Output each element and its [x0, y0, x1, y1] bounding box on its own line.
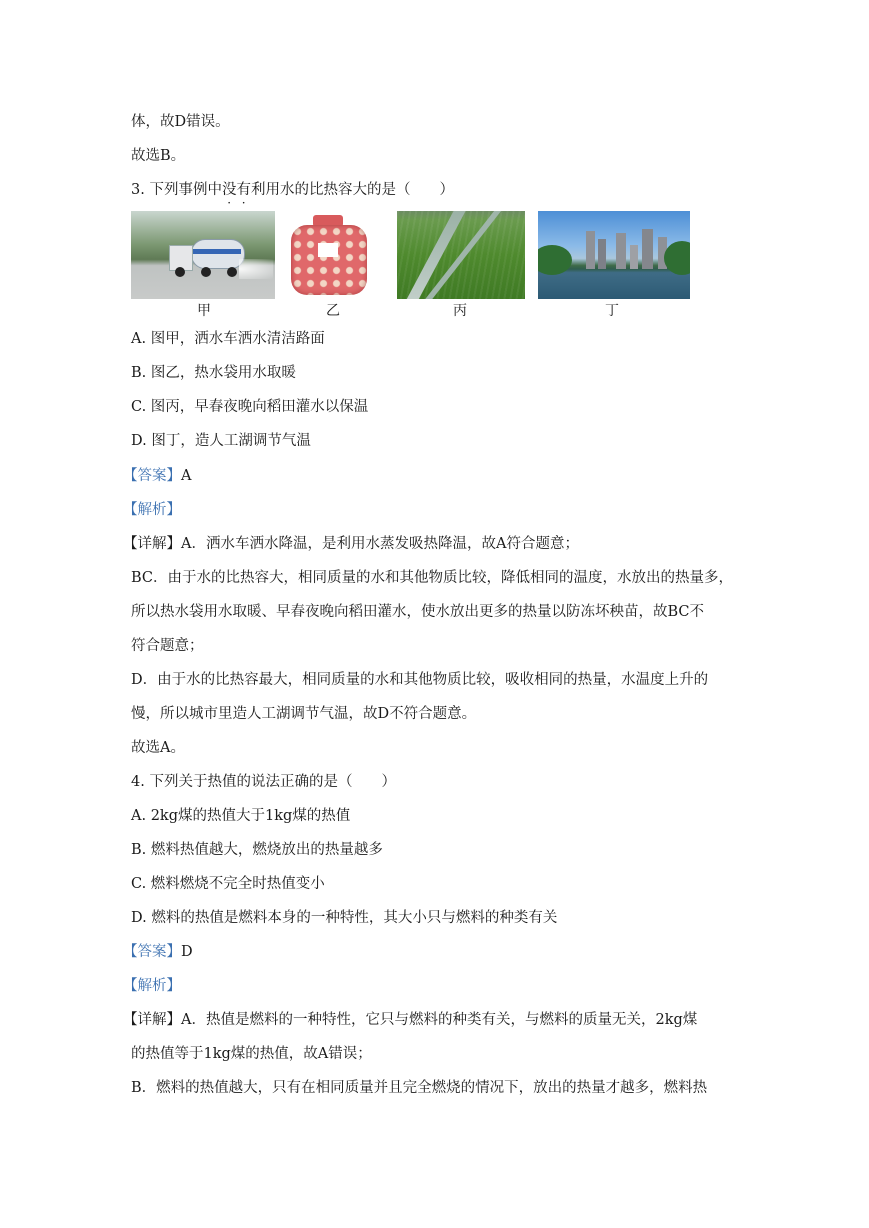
q3-detail-bc-3: 符合题意；	[131, 638, 204, 654]
q3-answer	[123, 466, 733, 486]
q4-detail-b-1: B．燃料的热值越大，只有在相同质量并且完全燃烧的情况下，放出的热量才越多，燃料热	[131, 1080, 708, 1096]
emphasis-char: 有	[236, 182, 251, 198]
prev-choice: 故选B。	[131, 148, 186, 164]
q4-detail-a-1	[123, 1010, 733, 1030]
answer-tag: 【答案】	[123, 944, 181, 960]
q4-option-d: D. 燃料的热值是燃料本身的一种特性，其大小只与燃料的种类有关	[131, 910, 558, 926]
q4-analysis-tag: 【解析】	[123, 978, 181, 994]
figure-ding-city-lake	[538, 211, 690, 299]
q3-option-b: B. 图乙，热水袋用水取暖	[131, 365, 296, 381]
detail-tag: 【详解】	[123, 1012, 181, 1028]
q3-option-d: D. 图丁，造人工湖调节气温	[131, 433, 311, 449]
answer-value: D	[181, 944, 193, 960]
q3-stem	[131, 180, 741, 200]
q3-detail-d-1: D．由于水的比热容最大，相同质量的水和其他物质比较，吸收相同的热量，水温度上升的	[131, 672, 709, 688]
q4-option-b: B. 燃料热值越大，燃烧放出的热量越多	[131, 842, 383, 858]
answer-tag: 【答案】	[123, 468, 181, 484]
q4-option-a: A. 2kg煤的热值大于1kg煤的热值	[131, 808, 351, 824]
caption-bing: 丙	[453, 303, 467, 319]
detail-tag: 【详解】	[123, 536, 181, 552]
caption-ding: 丁	[605, 303, 619, 319]
figure-yi-hot-water-bag	[289, 211, 369, 299]
q3-detail-bc-2: 所以热水袋用水取暖、早春夜晚向稻田灌水，使水放出更多的热量以防冻坏秧苗，故BC不	[131, 604, 705, 620]
figure-bing-rice-field	[397, 211, 525, 299]
q3-detail-a	[123, 534, 733, 554]
figure-jia-water-truck	[131, 211, 275, 299]
caption-jia: 甲	[197, 303, 211, 319]
q3-detail-bc-1: BC．由于水的比热容大，相同质量的水和其他物质比较，降低相同的温度，水放出的热量多，	[131, 570, 734, 586]
q4-detail-a-2: 的热值等于1kg煤的热值，故A错误；	[131, 1046, 372, 1062]
q3-analysis-tag: 【解析】	[123, 502, 181, 518]
q3-detail-d-2: 慢，所以城市里造人工湖调节气温，故D不符合题意。	[131, 706, 477, 722]
answer-value: A	[181, 468, 192, 484]
q4-stem: 4. 下列关于热值的说法正确的是（ ）	[131, 774, 396, 790]
q4-answer	[123, 942, 733, 962]
q3-option-a: A. 图甲，洒水车洒水清洁路面	[131, 331, 325, 347]
prev-explanation-end: 体，故D错误。	[131, 114, 230, 130]
caption-yi: 乙	[326, 303, 340, 319]
q3-option-c: C. 图丙，早春夜晚向稻田灌水以保温	[131, 399, 369, 415]
detail-text: A．热值是燃料的一种特性，它只与燃料的种类有关，与燃料的质量无关，2kg煤	[181, 1012, 698, 1028]
q3-choice: 故选A。	[131, 740, 185, 756]
detail-text: A．洒水车洒水降温，是利用水蒸发吸热降温，故A符合题意；	[181, 536, 579, 552]
q3-stem-end: 利用水的比热容大的是（ ）	[250, 182, 454, 198]
q4-option-c: C. 燃料燃烧不完全时热值变小	[131, 876, 325, 892]
q3-stem-start: 3. 下列事例中	[131, 182, 222, 198]
emphasis-char: 没	[221, 182, 237, 198]
